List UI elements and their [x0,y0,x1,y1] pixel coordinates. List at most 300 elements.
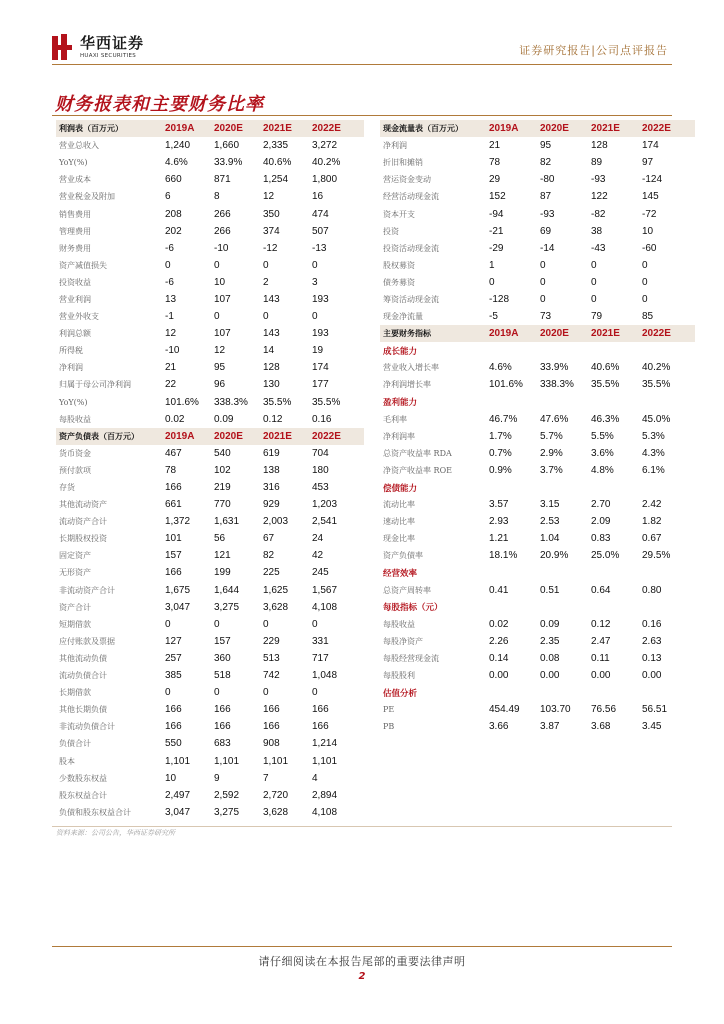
row-label: 股权募资 [383,260,415,270]
row-value: 42 [312,550,324,562]
row-value: 152 [489,191,506,203]
row-value: 2,592 [214,789,240,801]
section-title: 财务报表和主要财务比率 [55,94,264,115]
row-value: -21 [489,225,504,237]
table-row [380,359,695,376]
row-label: 利润总额 [59,329,91,339]
row-value: 101 [165,533,182,545]
row-value: 4,108 [312,601,338,613]
row-label: 应付账款及票据 [59,636,115,646]
table-row [380,513,695,530]
row-value: 40.6% [263,157,292,169]
row-label: 毛利率 [383,414,407,424]
row-value: 143 [263,293,280,305]
row-label: 总资产周转率 [383,585,431,595]
row-value: 56.51 [642,704,668,716]
table-row [56,513,364,530]
table-row [380,428,695,445]
row-value: 770 [214,499,231,511]
row-value: 87 [540,191,552,203]
row-value: 166 [165,567,182,579]
row-value: 78 [165,464,177,476]
table-row [56,171,364,188]
row-value: 96 [214,379,226,391]
row-value: 177 [312,379,329,391]
row-value: 101.6% [165,396,199,408]
row-value: 0 [591,276,597,288]
row-value: 79 [591,311,603,323]
row-value: 0.64 [591,584,611,596]
row-value: 46.7% [489,413,518,425]
row-value: -10 [214,242,229,254]
table-title: 主要财务指标 [380,325,489,342]
row-value: 20.9% [540,550,569,562]
row-value: 1,048 [312,670,338,682]
row-label: 每股净资产 [383,636,423,646]
row-value: 1,101 [312,755,338,767]
row-value: 0 [540,293,546,305]
table-row [380,240,695,257]
source-note: 资料来源：公司公告，华西证券研究所 [56,829,175,837]
legal-disclaimer: 请仔细阅读在本报告尾部的重要法律声明 [258,955,466,968]
row-label: 流动资产合计 [59,517,107,527]
row-value: 174 [642,140,659,152]
table-row [380,257,695,274]
row-value: 3.57 [489,499,509,511]
row-label: 资本开支 [383,209,415,219]
column-header: 2022E [642,120,695,137]
row-value: 338.3% [540,379,574,391]
group-header-row [380,599,695,616]
row-label: YoY(%) [59,158,88,168]
row-value: 0.00 [540,670,560,682]
row-value: -14 [540,242,555,254]
row-value: 2.70 [591,499,611,511]
table-row [380,274,695,291]
row-label: 流动比率 [383,500,415,510]
row-label: 短期借款 [59,619,91,629]
row-value: 2.9% [540,447,563,459]
row-value: 0.16 [642,618,662,630]
row-value: 0.00 [591,670,611,682]
row-value: 225 [263,567,280,579]
row-label: 非流动资产合计 [59,585,115,595]
row-value: 0 [591,293,597,305]
row-value: 166 [165,482,182,494]
table-row [380,530,695,547]
row-value: 0.12 [591,618,611,630]
row-value: 0 [642,276,648,288]
row-label: 所得税 [59,346,83,356]
row-value: 25.0% [591,550,620,562]
row-value: 619 [263,447,280,459]
column-header: 2019A [165,120,214,137]
row-value: 1,240 [165,140,191,152]
row-value: 3.7% [540,464,563,476]
row-value: 166 [263,721,280,733]
row-label: PE [383,705,395,715]
table-header-row [380,120,695,137]
row-value: 3,272 [312,140,338,152]
row-value: 257 [165,652,182,664]
table-title: 资产负债表（百万元） [56,428,165,445]
row-value: 0.09 [540,618,560,630]
row-value: 742 [263,670,280,682]
table-row [56,274,364,291]
row-value: -1 [165,311,174,323]
row-label: 投资活动现金流 [383,243,439,253]
table-row [56,667,364,684]
row-value: 2 [263,276,269,288]
row-label: 每股收益 [59,414,91,424]
row-label: PB [383,722,395,732]
row-value: 266 [214,208,231,220]
row-value: 454.49 [489,704,520,716]
row-label: 净利润 [59,363,83,373]
footer-divider [52,946,672,947]
row-value: 193 [312,328,329,340]
table-row [380,154,695,171]
row-label: 债务募资 [383,277,415,287]
table-row [56,752,364,769]
row-value: 69 [540,225,552,237]
row-value: 374 [263,225,280,237]
row-value: 0.08 [540,652,560,664]
row-value: 2.47 [591,635,611,647]
table-row [380,582,695,599]
row-value: 29.5% [642,550,671,562]
row-value: 89 [591,157,603,169]
row-value: -60 [642,242,657,254]
row-value: 3.45 [642,721,662,733]
row-value: 0 [312,618,318,630]
row-value: 35.5% [642,379,671,391]
table-row [56,325,364,342]
row-value: 1,800 [312,174,338,186]
table-header-row [56,120,364,137]
table-row [380,616,695,633]
row-value: 3,628 [263,806,289,818]
row-value: 540 [214,447,231,459]
table-row [380,496,695,513]
row-value: 507 [312,225,329,237]
group-label: 成长能力 [383,346,418,357]
table-row [380,701,695,718]
table-row [380,547,695,564]
row-value: 0 [165,618,171,630]
table-row [56,787,364,804]
row-value: -29 [489,242,504,254]
row-value: 67 [263,533,275,545]
row-value: 4 [312,772,318,784]
row-value: 2,720 [263,789,289,801]
row-value: 122 [591,191,608,203]
row-value: 10 [214,276,226,288]
row-value: 1,567 [312,584,338,596]
group-label: 估值分析 [383,688,418,699]
row-value: 338.3% [214,396,248,408]
row-value: 12 [263,191,275,203]
row-value: -93 [540,208,555,220]
row-label: 营业利润 [59,294,91,304]
row-label: 营业总收入 [59,141,99,151]
row-value: 1,675 [165,584,191,596]
row-value: 82 [263,550,275,562]
row-value: 2.63 [642,635,662,647]
table-row [56,223,364,240]
row-value: 33.9% [214,157,243,169]
row-value: 0 [642,259,648,271]
table-row [56,359,364,376]
row-value: 0.00 [642,670,662,682]
row-value: 5.3% [642,430,665,442]
row-value: 6 [165,191,171,203]
row-value: 0 [540,276,546,288]
row-value: 1,203 [312,499,338,511]
row-value: 130 [263,379,280,391]
row-label: 筹资活动现金流 [383,294,439,304]
row-value: 350 [263,208,280,220]
row-label: 现金比率 [383,534,415,544]
table-row [56,411,364,428]
row-value: 0 [642,293,648,305]
row-value: 127 [165,635,182,647]
table-row [56,530,364,547]
row-value: 1.82 [642,516,662,528]
row-value: 3,275 [214,601,240,613]
row-label: 每股收益 [383,619,415,629]
table-row [56,188,364,205]
row-value: 3.15 [540,499,560,511]
row-value: 103.70 [540,704,571,716]
row-value: 1,372 [165,516,191,528]
table-row [56,205,364,222]
table-row [56,616,364,633]
row-value: 3,275 [214,806,240,818]
row-value: 2.26 [489,635,509,647]
row-value: 0.02 [165,413,185,425]
row-value: 219 [214,482,231,494]
row-value: 908 [263,738,280,750]
table-title: 现金流量表（百万元） [380,120,489,137]
table-row [56,684,364,701]
row-value: 40.6% [591,362,620,374]
row-label: 存货 [59,483,75,493]
row-value: -80 [540,174,555,186]
brand-logo [52,34,144,60]
row-value: 266 [214,225,231,237]
header-divider [52,64,672,65]
row-value: 0.41 [489,584,509,596]
row-value: 35.5% [312,396,341,408]
row-value: 6.1% [642,464,665,476]
table-row [380,137,695,154]
table-row [380,188,695,205]
row-label: 速动比率 [383,517,415,527]
row-value: 10 [165,772,177,784]
row-value: 95 [540,140,552,152]
row-value: 0.14 [489,652,509,664]
logo-name-en: HUAXI SECURITIES [80,53,137,59]
row-value: 704 [312,447,329,459]
row-value: 107 [214,328,231,340]
row-label: 少数股东权益 [59,773,107,783]
row-value: 0.83 [591,533,611,545]
row-value: 2,003 [263,516,289,528]
row-value: 13 [165,293,177,305]
table-header-row [380,325,695,342]
group-label: 经营效率 [383,568,418,579]
row-label: 资产合计 [59,602,91,612]
row-value: 0.16 [312,413,332,425]
row-value: 2.09 [591,516,611,528]
row-value: 166 [312,721,329,733]
row-value: 166 [312,704,329,716]
table-row [56,308,364,325]
row-value: 1,101 [263,755,289,767]
row-label: 投资 [383,226,399,236]
row-value: 14 [263,345,275,357]
row-value: 47.6% [540,413,569,425]
table-row [56,582,364,599]
row-value: 3 [312,276,318,288]
column-header: 2021E [263,428,312,445]
table-row [380,667,695,684]
table-row [56,496,364,513]
page-number: 2 [358,971,366,982]
table-row [56,376,364,393]
row-label: 非流动负债合计 [59,722,115,732]
row-value: 0 [165,259,171,271]
logo-name-cn: 华西证券 [80,34,145,52]
row-value: 143 [263,328,280,340]
row-value: 550 [165,738,182,750]
table-row [380,650,695,667]
table-row [380,291,695,308]
row-value: 10 [642,225,654,237]
row-label: 营业收入增长率 [383,363,439,373]
row-value: 2,541 [312,516,338,528]
column-header: 2021E [263,120,312,137]
column-header: 2021E [591,120,642,137]
row-value: -82 [591,208,606,220]
row-value: 0 [263,687,269,699]
row-value: 29 [489,174,501,186]
row-value: 9 [214,772,220,784]
row-value: 21 [165,362,177,374]
table-row [380,308,695,325]
row-value: 95 [214,362,226,374]
row-value: -13 [312,242,327,254]
row-value: 1,101 [214,755,240,767]
row-value: 166 [214,721,231,733]
column-header: 2021E [591,325,642,342]
row-label: 长期股权投资 [59,534,107,544]
row-value: 33.9% [540,362,569,374]
row-value: 22 [165,379,177,391]
row-value: 1,254 [263,174,289,186]
row-label: 财务费用 [59,243,91,253]
logo-icon [52,34,74,60]
row-value: 0.13 [642,652,662,664]
row-label: 固定资产 [59,551,91,561]
row-label: 其他长期负债 [59,705,107,715]
row-value: 0.9% [489,464,512,476]
column-header: 2020E [214,428,263,445]
table-row [380,633,695,650]
row-value: 128 [263,362,280,374]
row-value: 474 [312,208,329,220]
row-label: 营业税金及附加 [59,192,115,202]
table-row [380,223,695,240]
row-value: 331 [312,635,329,647]
row-value: 4.6% [489,362,512,374]
table-row [380,462,695,479]
row-value: 101.6% [489,379,523,391]
row-value: 35.5% [591,379,620,391]
row-value: 2.35 [540,635,560,647]
table-row [380,411,695,428]
row-value: 3.68 [591,721,611,733]
column-header: 2022E [312,428,364,445]
row-value: 46.3% [591,413,620,425]
row-value: 202 [165,225,182,237]
row-value: 166 [165,721,182,733]
row-value: -72 [642,208,657,220]
row-value: 56 [214,533,226,545]
row-value: 929 [263,499,280,511]
column-header: 2019A [489,120,540,137]
table-row [56,804,364,821]
row-value: 360 [214,652,231,664]
table-row [56,564,364,581]
table-row [56,718,364,735]
row-value: 1.21 [489,533,509,545]
row-value: 0.11 [591,652,610,664]
group-header-row [380,342,695,359]
row-label: 折旧和摊销 [383,158,423,168]
row-label: 股本 [59,756,75,766]
row-value: 107 [214,293,231,305]
row-label: 无形资产 [59,568,91,578]
report-type: 证券研究报告|公司点评报告 [519,44,668,57]
row-value: -10 [165,345,180,357]
row-value: 1,214 [312,738,338,750]
row-value: 174 [312,362,329,374]
row-value: 1,660 [214,140,240,152]
row-value: 0 [489,276,495,288]
row-label: 净利润增长率 [383,380,431,390]
row-value: 3,628 [263,601,289,613]
row-label: 其他流动资产 [59,500,107,510]
source-divider [52,826,672,827]
row-value: 0 [312,687,318,699]
row-value: 0 [263,311,269,323]
left-financial-table [56,120,364,821]
row-value: 78 [489,157,501,169]
table-row [56,342,364,359]
row-value: 1,625 [263,584,289,596]
row-value: 7 [263,772,269,784]
column-header: 2019A [489,325,540,342]
table-row [56,240,364,257]
row-value: 85 [642,311,654,323]
row-value: 12 [214,345,226,357]
row-value: 1,631 [214,516,240,528]
row-value: 21 [489,140,501,152]
row-value: 453 [312,482,329,494]
row-value: 385 [165,670,182,682]
